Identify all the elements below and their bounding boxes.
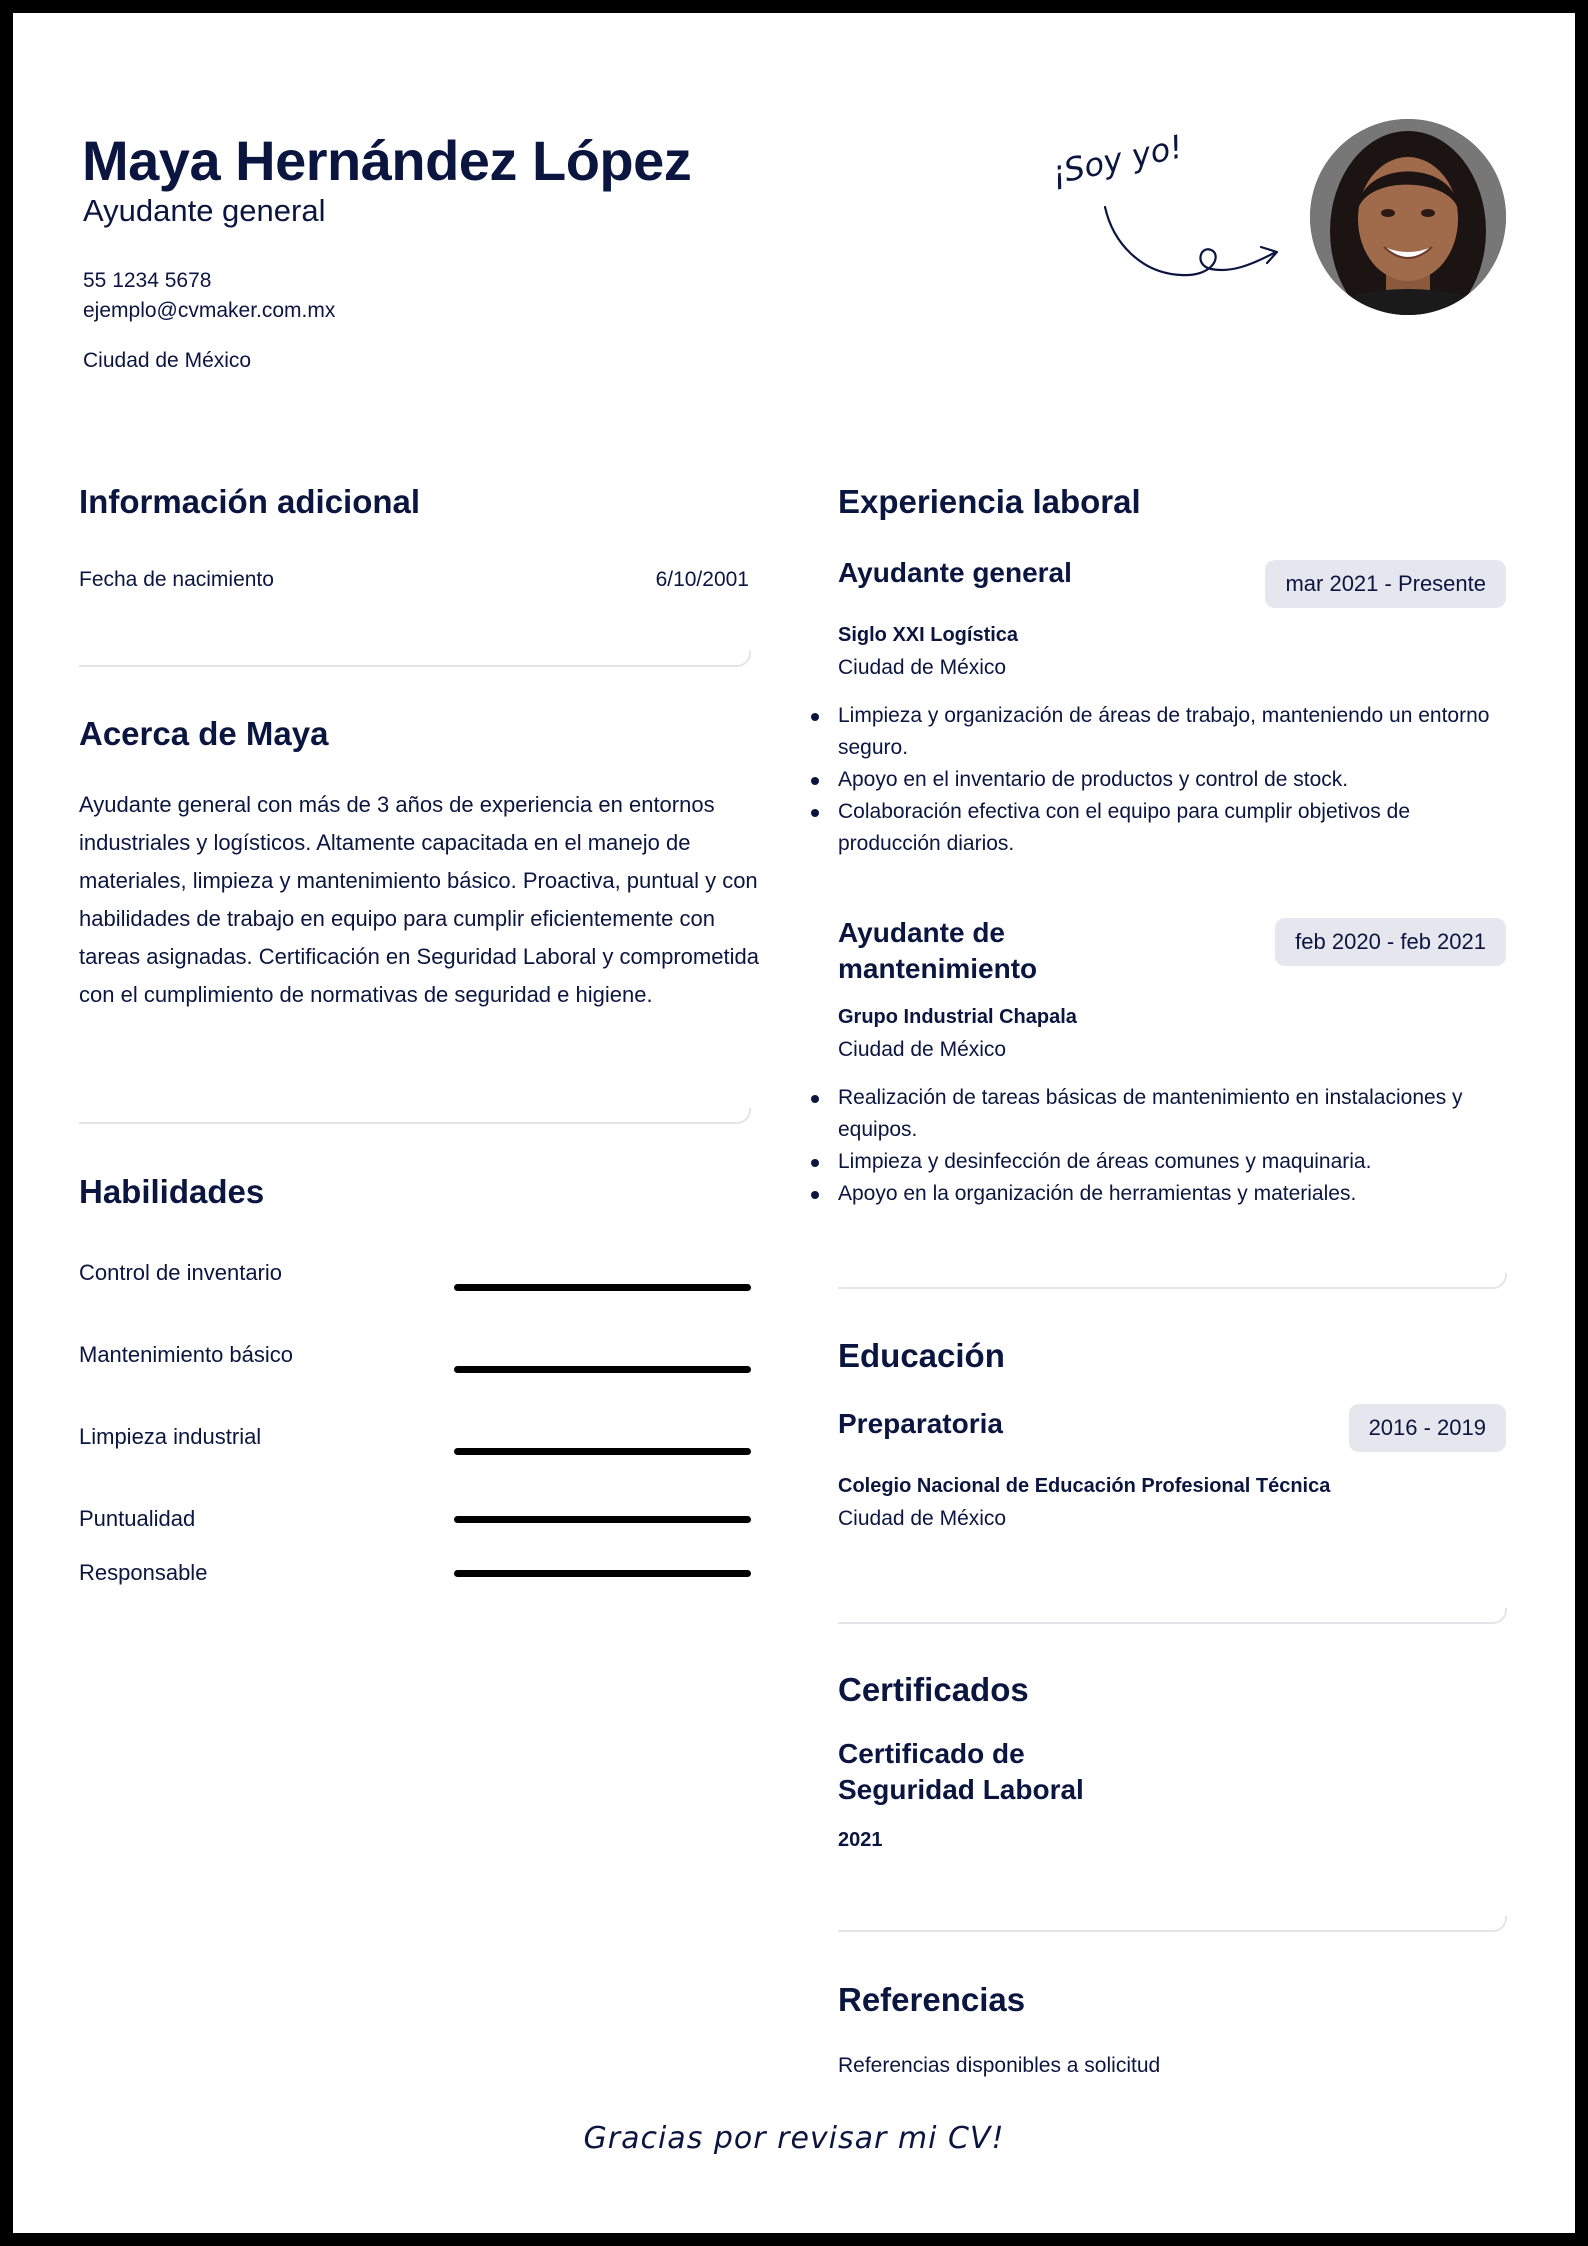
list-item: Apoyo en la organización de herramientas y materiales. [838,1178,1518,1210]
certificate-year: 2021 [838,1829,883,1851]
portrait-image [1310,119,1506,315]
curly-arrow-icon [1101,203,1301,293]
job-dates-badge: feb 2020 - feb 2021 [1275,918,1506,966]
job-company: Siglo XXI Logística [838,624,1019,646]
job-city: Ciudad de México [838,656,1007,679]
candidate-role: Ayudante general [83,193,326,228]
phone: 55 1234 5678 [83,269,212,292]
experience-heading: Experiencia laboral [838,483,1141,520]
job-position: Ayudante de mantenimiento [838,917,1038,984]
profile-photo [1310,119,1506,315]
list-item: Colaboración efectiva con el equipo para cumplir objetivos de producción diarios. [838,796,1518,860]
certificates-heading: Certificados [838,1671,1029,1708]
skill-level-bar [454,1284,751,1291]
education-city: Ciudad de México [838,1507,1007,1530]
job-company: Grupo Industrial Chapala [838,1006,1077,1028]
job-duties-list [838,700,1518,860]
education-degree: Preparatoria [838,1408,1003,1439]
references-heading: Referencias [838,1981,1026,2018]
birth-date-value: 6/10/2001 [655,568,749,591]
cv-page [13,13,1575,2233]
skill-level-bar [454,1570,751,1577]
additional-info-heading: Información adicional [79,483,421,520]
section-divider [838,1916,1507,1932]
section-divider [79,651,751,667]
job-position: Ayudante general [838,557,1072,588]
section-divider [838,1273,1507,1289]
education-dates-badge: 2016 - 2019 [1349,1404,1506,1452]
about-heading: Acerca de Maya [79,715,329,752]
education-heading: Educación [838,1337,1005,1374]
thanks-note: Gracias por revisar mi CV! [583,2121,1005,2156]
birth-date-label: Fecha de nacimiento [79,568,274,591]
list-item: Limpieza y organización de áreas de trabajo, manteniendo un entorno seguro. [838,700,1518,764]
certificate-name: Certificado de Seguridad Laboral [838,1738,1084,1805]
skill-label: Responsable [79,1560,208,1585]
candidate-name: Maya Hernández López [82,129,692,192]
job-city: Ciudad de México [838,1038,1007,1061]
section-divider [79,1108,751,1124]
email: ejemplo@cvmaker.com.mx [83,299,336,322]
list-item: Limpieza y desinfección de áreas comunes y maquinaria. [838,1146,1518,1178]
skill-label: Control de inventario [79,1260,283,1285]
about-text: Ayudante general con más de 3 años de experiencia en entornos industriales y logísticos. Altamente capacitada en el manejo de materiales, limpieza y mantenimiento básico. Proactiva, puntual y con habilidades de trabajo en equipo para cumplir eficientemente con tareas asignadas. Certificación en Seguridad Laboral y comprometida con el cumplimiento de normativas de seguridad e higiene. [79,792,759,1007]
skill-level-bar [454,1516,751,1523]
skill-level-bar [454,1448,751,1455]
education-school: Colegio Nacional de Educación Profesional Técnica [838,1475,1331,1497]
list-item: Apoyo en el inventario de productos y control de stock. [838,764,1518,796]
list-item: Realización de tareas básicas de mantenimiento en instalaciones y equipos. [838,1082,1518,1146]
references-text: Referencias disponibles a solicitud [838,2054,1161,2077]
job-duties-list [838,1082,1518,1210]
handwritten-note: ¡Soy yo! [1048,127,1187,193]
job-dates-badge: mar 2021 - Presente [1265,560,1506,608]
skill-label: Mantenimiento básico [79,1342,294,1367]
skill-label: Puntualidad [79,1506,196,1531]
skill-label: Limpieza industrial [79,1424,262,1449]
section-divider [838,1608,1507,1624]
skill-level-bar [454,1366,751,1373]
skills-heading: Habilidades [79,1173,265,1210]
city: Ciudad de México [83,349,252,372]
